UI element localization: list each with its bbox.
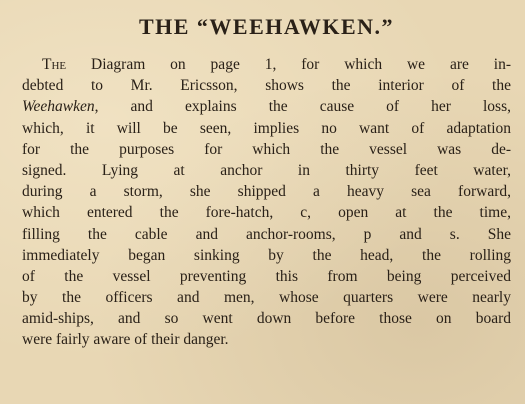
- ship-name: Weehawken: [22, 98, 95, 116]
- drop-word: The: [42, 56, 67, 73]
- article-line-13: amid-ships, and so went down before those on board: [22, 310, 511, 328]
- article-line-11: of the vessel preventing this from being perceived: [22, 267, 511, 285]
- article-line-1: [22, 54, 511, 75]
- article-line-7: during a storm, she shipped a heavy sea forward,: [22, 183, 511, 201]
- article-line-4: which, it will be seen, implies no want of adaptation: [22, 119, 511, 137]
- article-line-6: signed. Lying at anchor in thirty feet water,: [22, 161, 511, 179]
- article-line-8: which entered the fore-hatch, c, open at the time,: [22, 204, 511, 222]
- article-title: THE “WEEHAWKEN.”: [138, 14, 395, 39]
- article-line-10: immediately began sinking by the head, the rolling: [22, 246, 511, 264]
- article-line-3: [22, 96, 511, 117]
- article-line-12: by the officers and men, whose quarters were nearly: [22, 289, 511, 307]
- article-body: [22, 54, 511, 351]
- article-line-9: filling the cable and anchor-rooms, p and s. She: [22, 225, 511, 243]
- article-line-5: for the purposes for which the vessel was de-: [22, 140, 511, 158]
- article-line-3-text: , and explains the cause of her loss,: [94, 98, 511, 116]
- article-line-1-text: Diagram on page 1, for which we are in-: [66, 56, 511, 73]
- article-line-14: were fairly aware of their danger.: [22, 331, 229, 349]
- article-line-2: debted to Mr. Ericsson, shows the interior of the: [22, 77, 511, 95]
